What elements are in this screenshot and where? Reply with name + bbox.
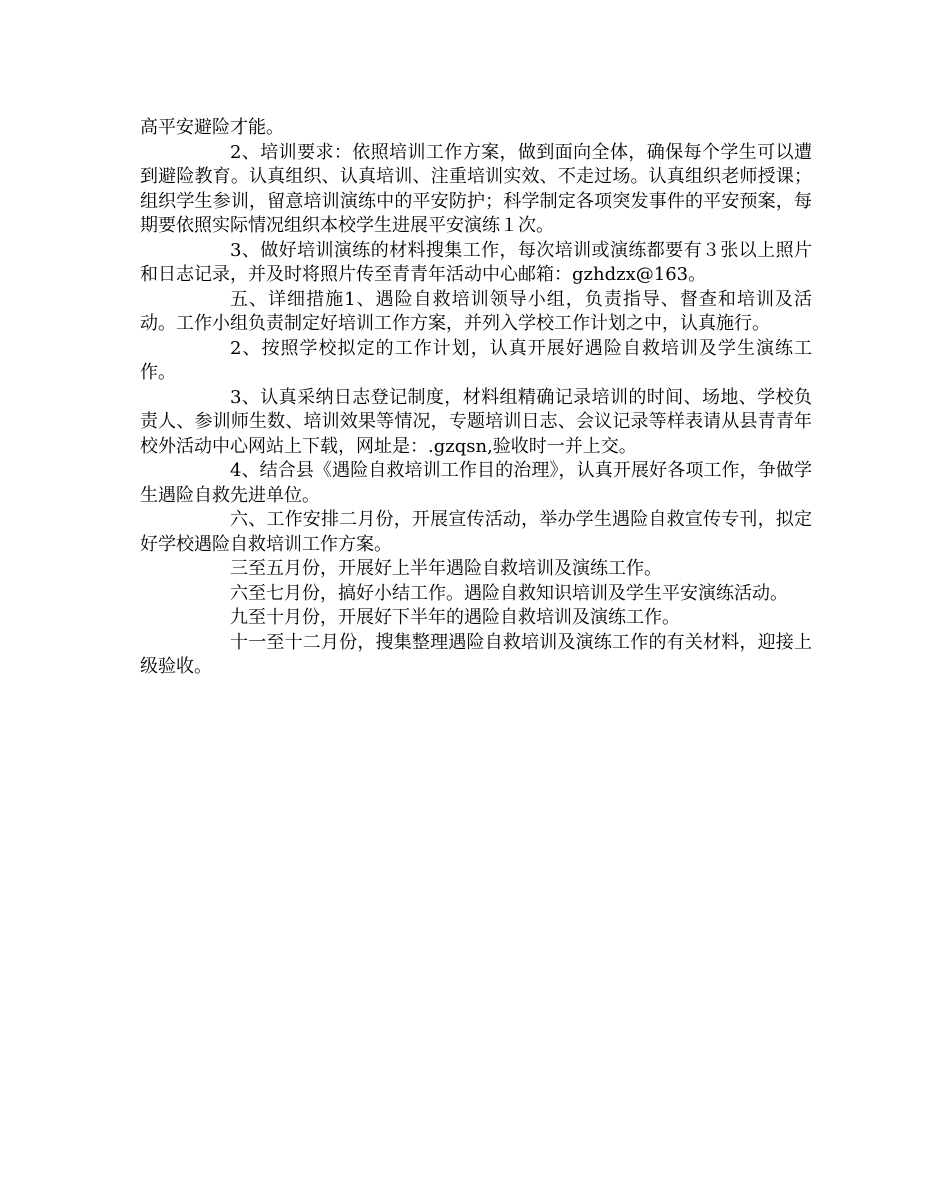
- paragraph-4: 五、详细措施1、遇险自救培训领导小组，负责指导、督查和培训及活动。工作小组负责制定好培训工作方案，并列入学校工作计划之中，认真施行。: [140, 288, 812, 334]
- paragraph-1: 高平安避险才能。: [140, 117, 284, 138]
- paragraph-12: 十一至十二月份，搜集整理遇险自救培训及演练工作的有关材料，迎接上级验收。: [140, 631, 812, 677]
- paragraph-6: 3、认真采纳日志登记制度，材料组精确记录培训的时间、场地、学校负责人、参训师生数、培训效果等情况，专题培训日志、会议记录等样表请从县青青年校外活动中心网站上下载，网址是：.gzqsn,验收时一并上交。: [140, 386, 812, 457]
- paragraph-10: 六至七月份，搞好小结工作。遇险自救知识培训及学生平安演练活动。: [230, 582, 788, 604]
- paragraph-5: 2、按照学校拟定的工作计划，认真开展好遇险自救培训及学生演练工作。: [140, 337, 812, 383]
- paragraph-3: 3、做好培训演练的材料搜集工作，每次培训或演练都要有３张以上照片和日志记录，并及时将照片传至青青年活动中心邮箱：gzhdzx@163。: [140, 239, 812, 285]
- document-body: [140, 116, 812, 680]
- paragraph-7: 4、结合县《遇险自救培训工作目的治理》，认真开展好各项工作，争做学生遇险自救先进单位。: [140, 460, 812, 506]
- paragraph-9: 三至五月份，开展好上半年遇险自救培训及演练工作。: [230, 558, 662, 579]
- paragraph-8: 六、工作安排二月份，开展宣传活动，举办学生遇险自救宣传专刊，拟定好学校遇险自救培训工作方案。: [140, 509, 812, 555]
- paragraph-11: 九至十月份，开展好下半年的遇险自救培训及演练工作。: [230, 607, 680, 628]
- paragraph-2: 2、培训要求：依照培训工作方案，做到面向全体，确保每个学生可以遭到避险教育。认真组织、认真培训、注重培训实效、不走过场。认真组织老师授课；组织学生参训，留意培训演练中的平安防护；科学制定各项突发事件的平安预案，每期要依照实际情况组织本校学生进展平安演练１次。: [140, 141, 812, 236]
